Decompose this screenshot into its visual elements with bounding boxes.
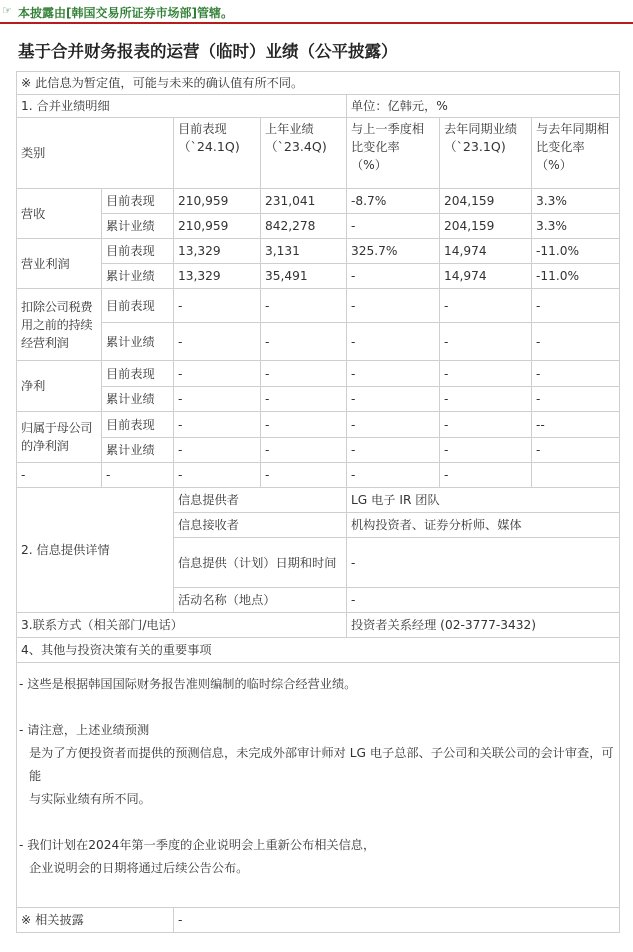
column-header-row: [17, 118, 620, 189]
row-type: 累计业绩: [102, 438, 174, 463]
col-label: 与去年同期相比变化率: [536, 122, 610, 154]
header-bar: [0, 0, 633, 22]
value-cell: 14,974: [440, 264, 532, 289]
value-cell: -: [347, 387, 440, 412]
col-yoy-change-header: [532, 118, 620, 189]
jurisdiction-notice: 本披露由[韩国交易所证券市场部]管辖。: [18, 6, 233, 20]
value-cell: -: [174, 323, 261, 361]
value-cell: 13,329: [174, 239, 261, 264]
category-operating-profit: 营业利润: [17, 239, 102, 289]
note-line: 企业说明会的日期将通过后续公告公布。: [29, 861, 249, 875]
note-paragraph: [19, 834, 617, 880]
value-cell: -: [261, 289, 347, 323]
value-cell: -: [174, 361, 261, 387]
value-cell: 231,041: [261, 189, 347, 214]
value-cell: -: [347, 412, 440, 438]
row-type: 目前表现: [102, 361, 174, 387]
value-cell: -: [347, 438, 440, 463]
pointing-hand-icon: ☞: [2, 4, 12, 17]
notice-row: [17, 72, 620, 95]
info-value: -: [347, 588, 620, 613]
value-cell: -: [261, 412, 347, 438]
col-period: （`23.1Q): [444, 139, 506, 154]
section2-row: [17, 488, 620, 513]
table-row: [17, 239, 620, 264]
note-line: 与实际业绩有所不同。: [29, 792, 151, 806]
section4-notes-row: [17, 663, 620, 908]
value-cell: 35,491: [261, 264, 347, 289]
info-value: -: [347, 538, 620, 588]
section3-row: [17, 613, 620, 638]
category-pretax-profit: 扣除公司税费用之前的持续经营利润: [17, 289, 102, 361]
value-cell: -: [261, 361, 347, 387]
value-cell: -: [347, 264, 440, 289]
value-cell: -: [102, 463, 174, 488]
value-cell: 325.7%: [347, 239, 440, 264]
value-cell: -11.0%: [532, 264, 620, 289]
value-cell: -: [174, 387, 261, 412]
value-cell: -: [174, 463, 261, 488]
col-period: （`23.4Q): [265, 139, 327, 154]
value-cell: -: [532, 387, 620, 412]
notes-cell: [17, 663, 620, 908]
value-cell: -: [261, 463, 347, 488]
value-cell: 842,278: [261, 214, 347, 239]
value-cell: 14,974: [440, 239, 532, 264]
info-key: 信息接收者: [174, 513, 347, 538]
value-cell: -: [174, 289, 261, 323]
section1-header-row: [17, 95, 620, 118]
provisional-notice: ※ 此信息为暂定值，可能与未来的确认值有所不同。: [17, 72, 620, 95]
value-cell: -: [440, 387, 532, 412]
section4-header-row: [17, 638, 620, 663]
value-cell: 210,959: [174, 214, 261, 239]
value-cell: -: [347, 214, 440, 239]
section3-label: 3.联系方式（相关部门/电话）: [17, 613, 347, 638]
value-cell: -: [261, 323, 347, 361]
value-cell: -: [261, 438, 347, 463]
row-type: 累计业绩: [102, 387, 174, 412]
col-period: （%）: [351, 158, 387, 172]
col-period: （%）: [536, 158, 572, 172]
value-cell: -: [17, 463, 102, 488]
col-prev-year-header: [440, 118, 532, 189]
value-cell: -: [532, 323, 620, 361]
header-divider: [0, 22, 633, 24]
disclosure-table: [16, 71, 620, 933]
row-type: 目前表现: [102, 289, 174, 323]
value-cell: -: [440, 463, 532, 488]
page-title: 基于合并财务报表的运营（临时）业绩（公平披露）: [18, 42, 398, 61]
value-cell: -: [347, 463, 440, 488]
row-type: 目前表现: [102, 412, 174, 438]
col-label: 与上一季度相比变化率: [351, 122, 425, 154]
col-period: （`24.1Q): [178, 139, 240, 154]
value-cell: 204,159: [440, 214, 532, 239]
info-key: 活动名称（地点）: [174, 588, 347, 613]
value-cell: -: [440, 289, 532, 323]
note-paragraph: [19, 673, 617, 696]
table-row: [17, 387, 620, 412]
value-cell: -: [347, 361, 440, 387]
category-header: 类别: [17, 118, 174, 189]
col-current-header: [174, 118, 261, 189]
value-cell: -: [261, 387, 347, 412]
value-cell: 3.3%: [532, 214, 620, 239]
value-cell: -: [532, 361, 620, 387]
table-row: [17, 189, 620, 214]
table-row: [17, 463, 620, 488]
value-cell: -: [532, 289, 620, 323]
related-disclosure-label: ※ 相关披露: [17, 908, 174, 933]
value-cell: -11.0%: [532, 239, 620, 264]
note-line: - 请注意，上述业绩预测: [19, 723, 150, 737]
col-label: 上年业绩: [265, 122, 314, 136]
related-disclosure-value: -: [174, 908, 620, 933]
table-row: [17, 361, 620, 387]
table-row: [17, 323, 620, 361]
value-cell: -: [440, 412, 532, 438]
value-cell: -: [440, 323, 532, 361]
value-cell: -: [440, 361, 532, 387]
table-row: [17, 438, 620, 463]
section4-label: 4、其他与投资决策有关的重要事项: [17, 638, 620, 663]
col-prev-quarter-header: [261, 118, 347, 189]
col-qoq-change-header: [347, 118, 440, 189]
row-type: 累计业绩: [102, 264, 174, 289]
category-parent-net-profit: 归属于母公司的净利润: [17, 412, 102, 463]
note-paragraph: [19, 719, 617, 811]
note-line: - 我们计划在2024年第一季度的企业说明会上重新公布相关信息，: [19, 838, 376, 852]
value-cell: -: [347, 289, 440, 323]
value-cell: --: [532, 412, 620, 438]
section2-label: 2. 信息提供详情: [17, 488, 174, 613]
value-cell: -8.7%: [347, 189, 440, 214]
info-key: 信息提供（计划）日期和时间: [174, 538, 347, 588]
table-row: [17, 412, 620, 438]
value-cell: 210,959: [174, 189, 261, 214]
section1-label: 1. 合并业绩明细: [17, 95, 347, 118]
row-type: 目前表现: [102, 239, 174, 264]
value-cell-spacer: [532, 463, 620, 488]
contact-value: 投资者关系经理 (02-3777-3432): [347, 613, 620, 638]
table-row: [17, 264, 620, 289]
info-value: 机构投资者、证券分析师、媒体: [347, 513, 620, 538]
note-line: 是为了方便投资者而提供的预测信息，未完成外部审计师对 LG 电子总部、子公司和关联公司的会计审查，可能: [29, 746, 614, 783]
unit-label: 单位：亿韩元，%: [347, 95, 620, 118]
row-type: 累计业绩: [102, 214, 174, 239]
value-cell: 3.3%: [532, 189, 620, 214]
row-type: 累计业绩: [102, 323, 174, 361]
table-row: [17, 289, 620, 323]
value-cell: -: [174, 438, 261, 463]
info-value: LG 电子 IR 团队: [347, 488, 620, 513]
row-type: 目前表现: [102, 189, 174, 214]
col-label: 目前表现: [178, 122, 227, 136]
value-cell: 13,329: [174, 264, 261, 289]
table-row: [17, 214, 620, 239]
value-cell: -: [532, 438, 620, 463]
category-revenue: 营收: [17, 189, 102, 239]
value-cell: 3,131: [261, 239, 347, 264]
footer-row: [17, 908, 620, 933]
category-net-profit: 净利: [17, 361, 102, 412]
col-label: 去年同期业绩: [444, 122, 518, 136]
note-line: - 这些是根据韩国国际财务报告准则编制的临时综合经营业绩。: [19, 677, 357, 691]
value-cell: -: [174, 412, 261, 438]
value-cell: -: [440, 438, 532, 463]
value-cell: 204,159: [440, 189, 532, 214]
info-key: 信息提供者: [174, 488, 347, 513]
value-cell: -: [347, 323, 440, 361]
